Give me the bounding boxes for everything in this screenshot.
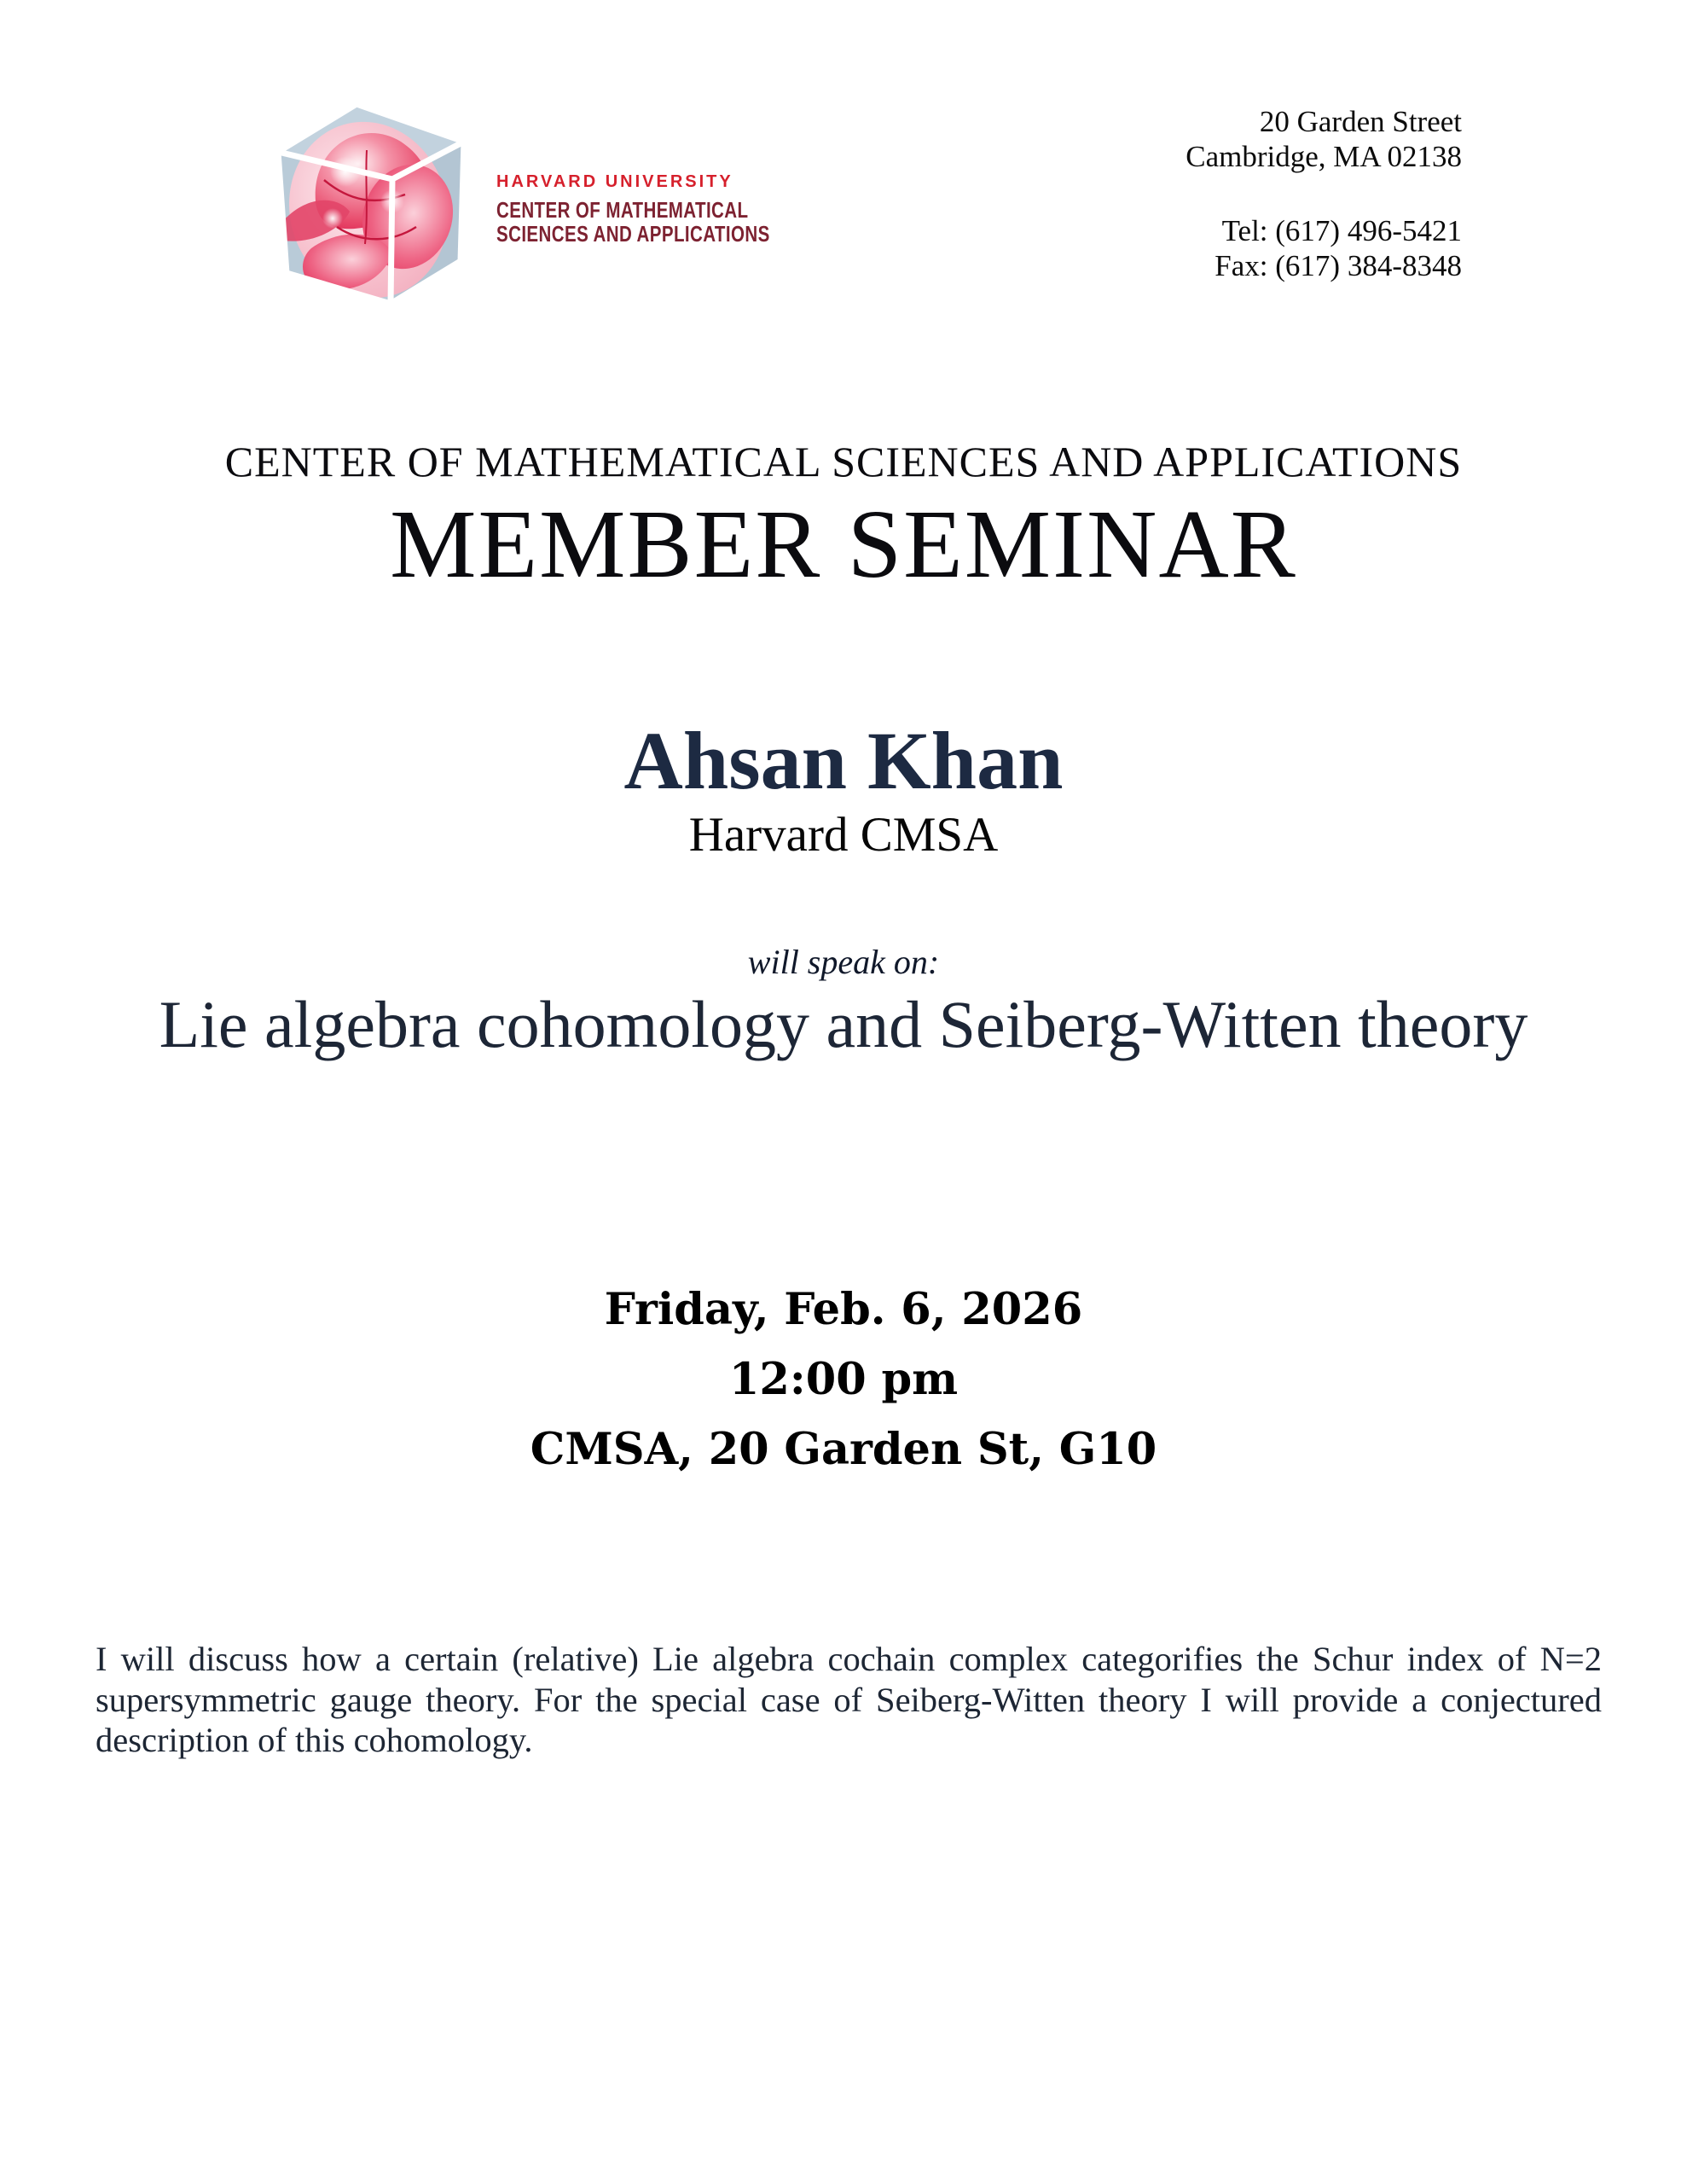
cmsa-logo [261, 99, 843, 311]
speaker-name: Ahsan Khan [623, 715, 1064, 806]
logo-org-line1-text: CENTER OF MATHEMATICAL [496, 197, 749, 223]
event-details [0, 1275, 1687, 1484]
fax-line: Fax: (617) 384-8348 [1215, 249, 1462, 282]
speaker-affiliation: Harvard CMSA [688, 808, 999, 862]
cmsa-cube-logo-icon [261, 99, 472, 311]
lead-in-text: will speak on: [747, 943, 940, 981]
logo-wordmark [496, 172, 843, 246]
contact-spacer [1186, 174, 1462, 213]
abstract-text: I will discuss how a certain (relative) Lie algebra cochain complex categorifies the Schur index of N=2 supersymmetric gauge theory. For the special case of Seiberg-Witten theory I will provide a conjectured description of this cohomology. [96, 1640, 1602, 1759]
tel-line: Tel: (617) 496-5421 [1221, 214, 1462, 247]
logo-university-name: HARVARD UNIVERSITY [496, 172, 733, 191]
event-location: CMSA, 20 Garden St, G10 [530, 1424, 1157, 1475]
logo-org-line1 [496, 198, 843, 222]
talk-title: Lie algebra cohomology and Seiberg-Witten theory [159, 987, 1528, 1061]
contact-block [1186, 104, 1462, 283]
address-line1: 20 Garden Street [1259, 105, 1462, 138]
logo-org-line2 [496, 222, 843, 246]
seminar-series-title: MEMBER SEMINAR [390, 490, 1297, 598]
event-time: 12:00 pm [728, 1354, 959, 1405]
logo-org-line2-text: SCIENCES AND APPLICATIONS [496, 221, 770, 247]
address-line2: Cambridge, MA 02138 [1186, 140, 1462, 173]
org-title: CENTER OF MATHEMATICAL SCIENCES AND APPLICATIONS [224, 438, 1463, 485]
event-date: Friday, Feb. 6, 2026 [604, 1284, 1083, 1335]
